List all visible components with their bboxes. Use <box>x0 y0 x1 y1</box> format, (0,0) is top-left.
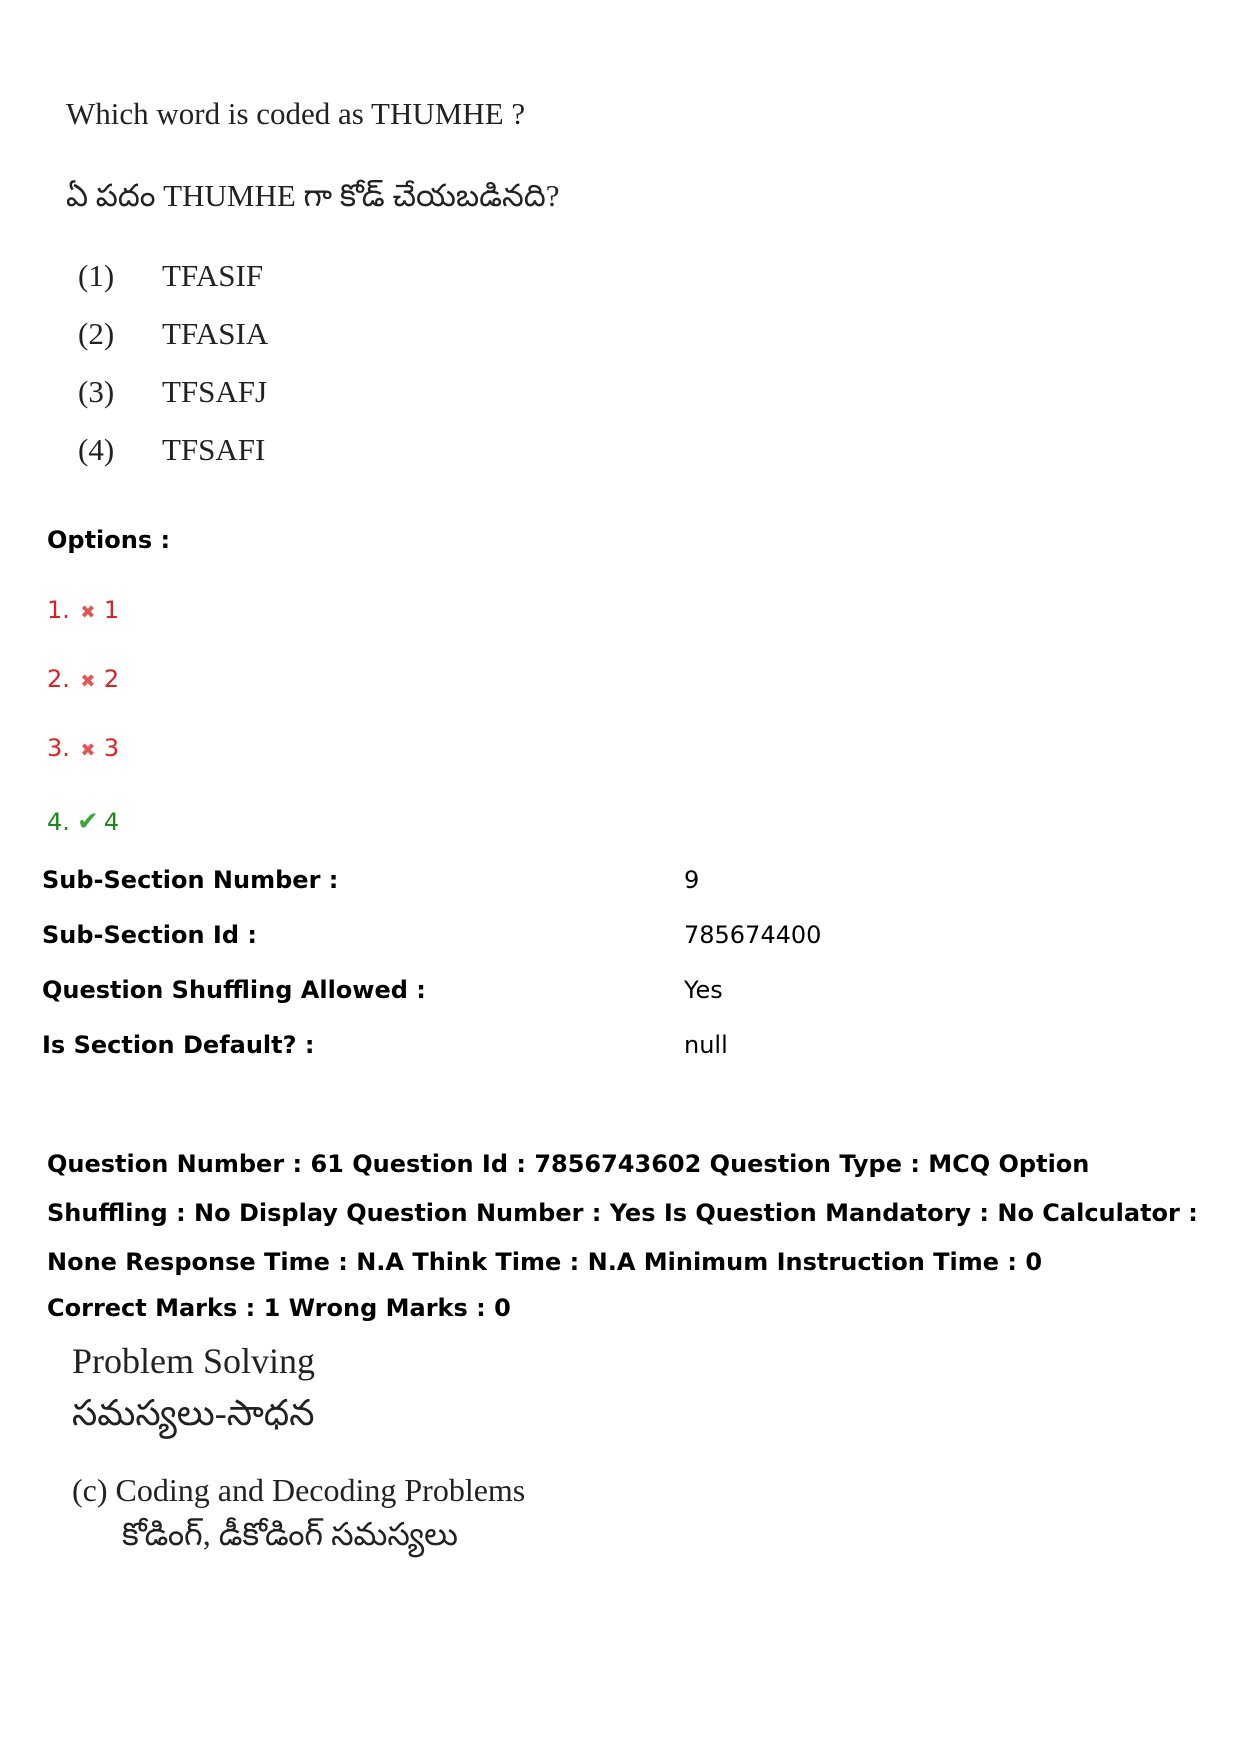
cross-icon: ✖ <box>80 602 96 623</box>
question-shuffling-label: Question Shuffling Allowed : <box>42 976 426 1004</box>
choice-number: (1) <box>78 258 115 293</box>
cross-icon: ✖ <box>80 671 96 692</box>
marks-info: Correct Marks : 1 Wrong Marks : 0 <box>47 1294 511 1322</box>
options-heading: Options : <box>47 526 171 554</box>
option-2 <box>47 665 119 693</box>
subtopic-telugu: కోడింగ్, డీకోడింగ్ సమస్యలు <box>122 1516 458 1552</box>
question-text-telugu: ఏ పదం THUMHE గా కోడ్ చేయబడినది? <box>66 178 560 213</box>
option-prefix: 3. <box>47 734 70 762</box>
choice-number: (3) <box>78 374 115 409</box>
option-1 <box>47 596 119 624</box>
subtopic-english: (c) Coding and Decoding Problems <box>72 1472 526 1508</box>
option-value: 3 <box>103 734 120 762</box>
option-prefix: 4. <box>47 808 70 836</box>
section-default-value: null <box>684 1031 728 1059</box>
choice-text: TFASIA <box>162 316 269 351</box>
choice-number: (2) <box>78 316 115 351</box>
sub-section-number-value: 9 <box>684 866 700 894</box>
checkmark-icon: ✔ <box>77 807 99 837</box>
cross-icon: ✖ <box>80 740 96 761</box>
option-4 <box>47 807 119 837</box>
option-value: 2 <box>103 665 120 693</box>
section-default-label: Is Section Default? : <box>42 1031 315 1059</box>
question-info: Question Number : 61 Question Id : 7856743602 Question Type : MCQ Option Shuffling : No Display Question Number : Yes Is Question Mandatory : No Calculator : None Response Time : N.A Think Time : N.A Minimum Instruction Time : 0 <box>47 1150 1198 1276</box>
question-choice-1 <box>78 258 263 294</box>
question-choice-3 <box>78 374 267 410</box>
sub-section-id-value: 785674400 <box>684 921 822 949</box>
sub-section-id-label: Sub-Section Id : <box>42 921 257 949</box>
choice-number: (4) <box>78 432 115 467</box>
choice-text: TFASIF <box>162 258 264 293</box>
option-value: 4 <box>103 808 120 836</box>
question-choice-4 <box>78 432 265 468</box>
choice-text: TFSAFI <box>162 432 266 467</box>
option-value: 1 <box>103 596 120 624</box>
question-shuffling-value: Yes <box>684 976 723 1004</box>
topic-title-english: Problem Solving <box>72 1341 316 1381</box>
topic-title-telugu: సమస్యలు-సాధన <box>72 1393 315 1433</box>
question-text-english: Which word is coded as THUMHE ? <box>66 96 526 131</box>
option-3 <box>47 734 119 762</box>
sub-section-number-label: Sub-Section Number : <box>42 866 339 894</box>
option-prefix: 2. <box>47 665 70 693</box>
choice-text: TFSAFJ <box>162 374 268 409</box>
question-choice-2 <box>78 316 268 352</box>
option-prefix: 1. <box>47 596 70 624</box>
